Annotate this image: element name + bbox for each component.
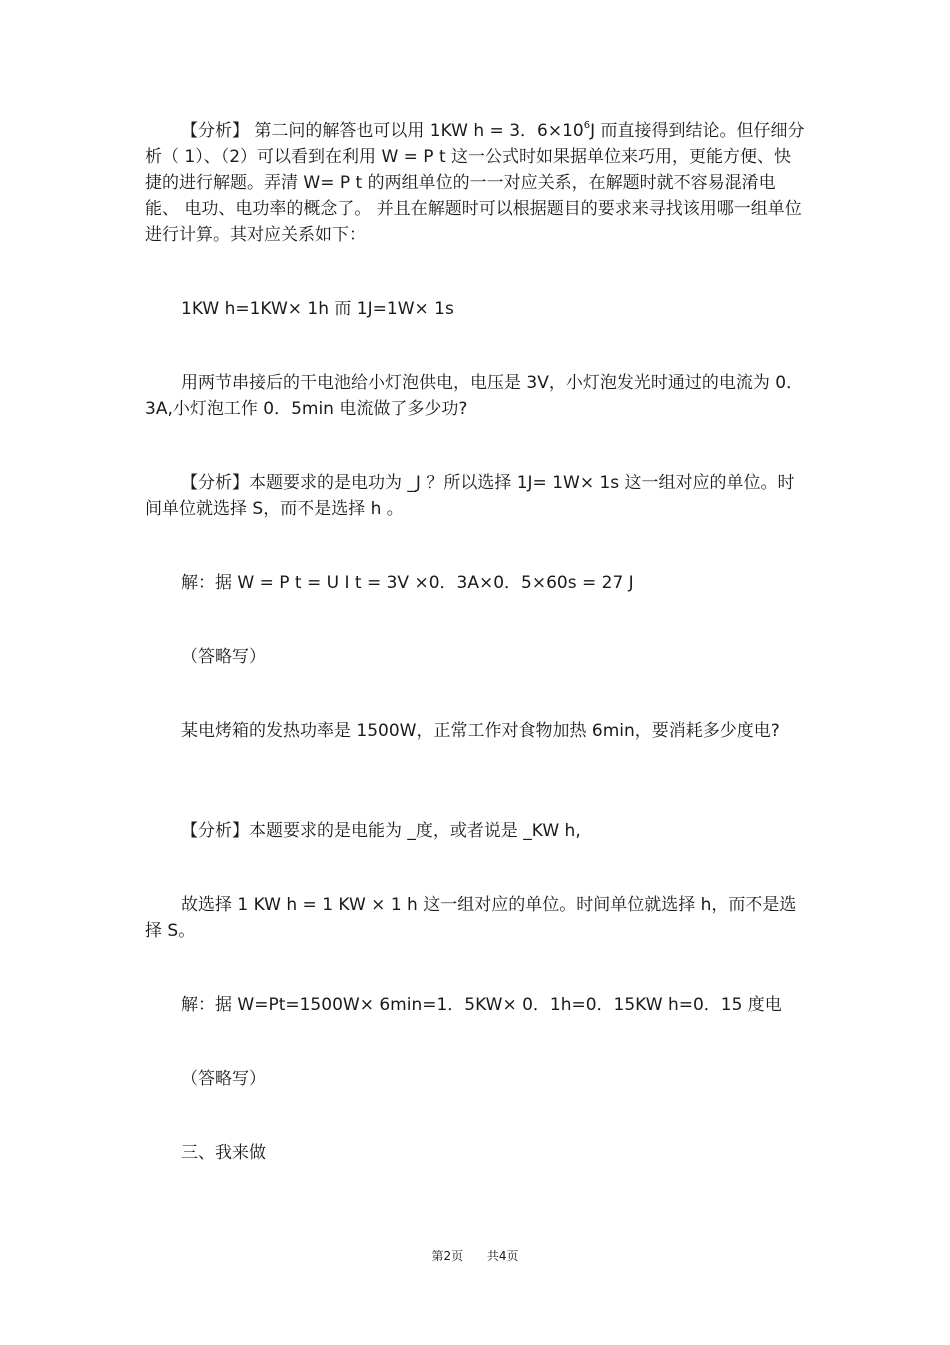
analysis-text-start: 【分析】 第二问的解答也可以用 1KW h = 3．6×10 [181, 121, 584, 141]
solution-work: 解：据 W = P t = U I t = 3V ×0．3A×0．5×60s = 27 J [181, 573, 634, 593]
question-oven: 某电烤箱的发热功率是 1500W，正常工作对食物加热 6min，要消耗多少度电? [181, 721, 780, 741]
answer-omitted-2: （答略写） [181, 1069, 266, 1089]
choose-units: 故选择 1 KW h = 1 KW × 1 h 这一组对应的单位。时间单位就选择 h，而不是选择 S。 [145, 895, 797, 941]
unit-correspondence: 1KW h=1KW× 1h 而 1J=1W× 1s [181, 299, 454, 319]
analysis-paragraph-units [145, 118, 807, 248]
page-footer [0, 1248, 950, 1264]
answer-omitted-1: （答略写） [181, 647, 266, 667]
solution-energy: 解：据 W=Pt=1500W× 6min=1．5KW× 0．1h=0．15KW h=0．15 度电 [181, 995, 782, 1015]
section-heading: 三、我来做 [181, 1143, 266, 1163]
analysis-text-end: J 而直接得到结论。但仔细分析（ 1）、（2）可以看到在利用 W = P t 这一公式时如果据单位来巧用，更能方便、快捷的进行解题。弄清 W= P t 的两组单位的一一对应关系，在解题时就不容易混淆电能、 电功、电功率的概念了。 并且在解题时可以根据题目的要求来寻找该用哪一组单位进行计算。其对应关系如下： [145, 121, 805, 245]
page-total: 共4页 [486, 1249, 519, 1263]
page-number: 第2页 [431, 1249, 464, 1263]
question-bulb: 用两节串接后的干电池给小灯泡供电，电压是 3V，小灯泡发光时通过的电流为 0．3A,小灯泡工作 0．5min 电流做了多少功? [145, 373, 804, 419]
exponent: 6 [583, 120, 591, 131]
analysis-work: 【分析】本题要求的是电功为 _J ？所以选择 1J= 1W× 1s 这一组对应的单位。时间单位就选择 S，而不是选择 h 。 [145, 473, 795, 519]
analysis-energy: 【分析】本题要求的是电能为 _度，或者说是 _KW h, [181, 821, 581, 841]
